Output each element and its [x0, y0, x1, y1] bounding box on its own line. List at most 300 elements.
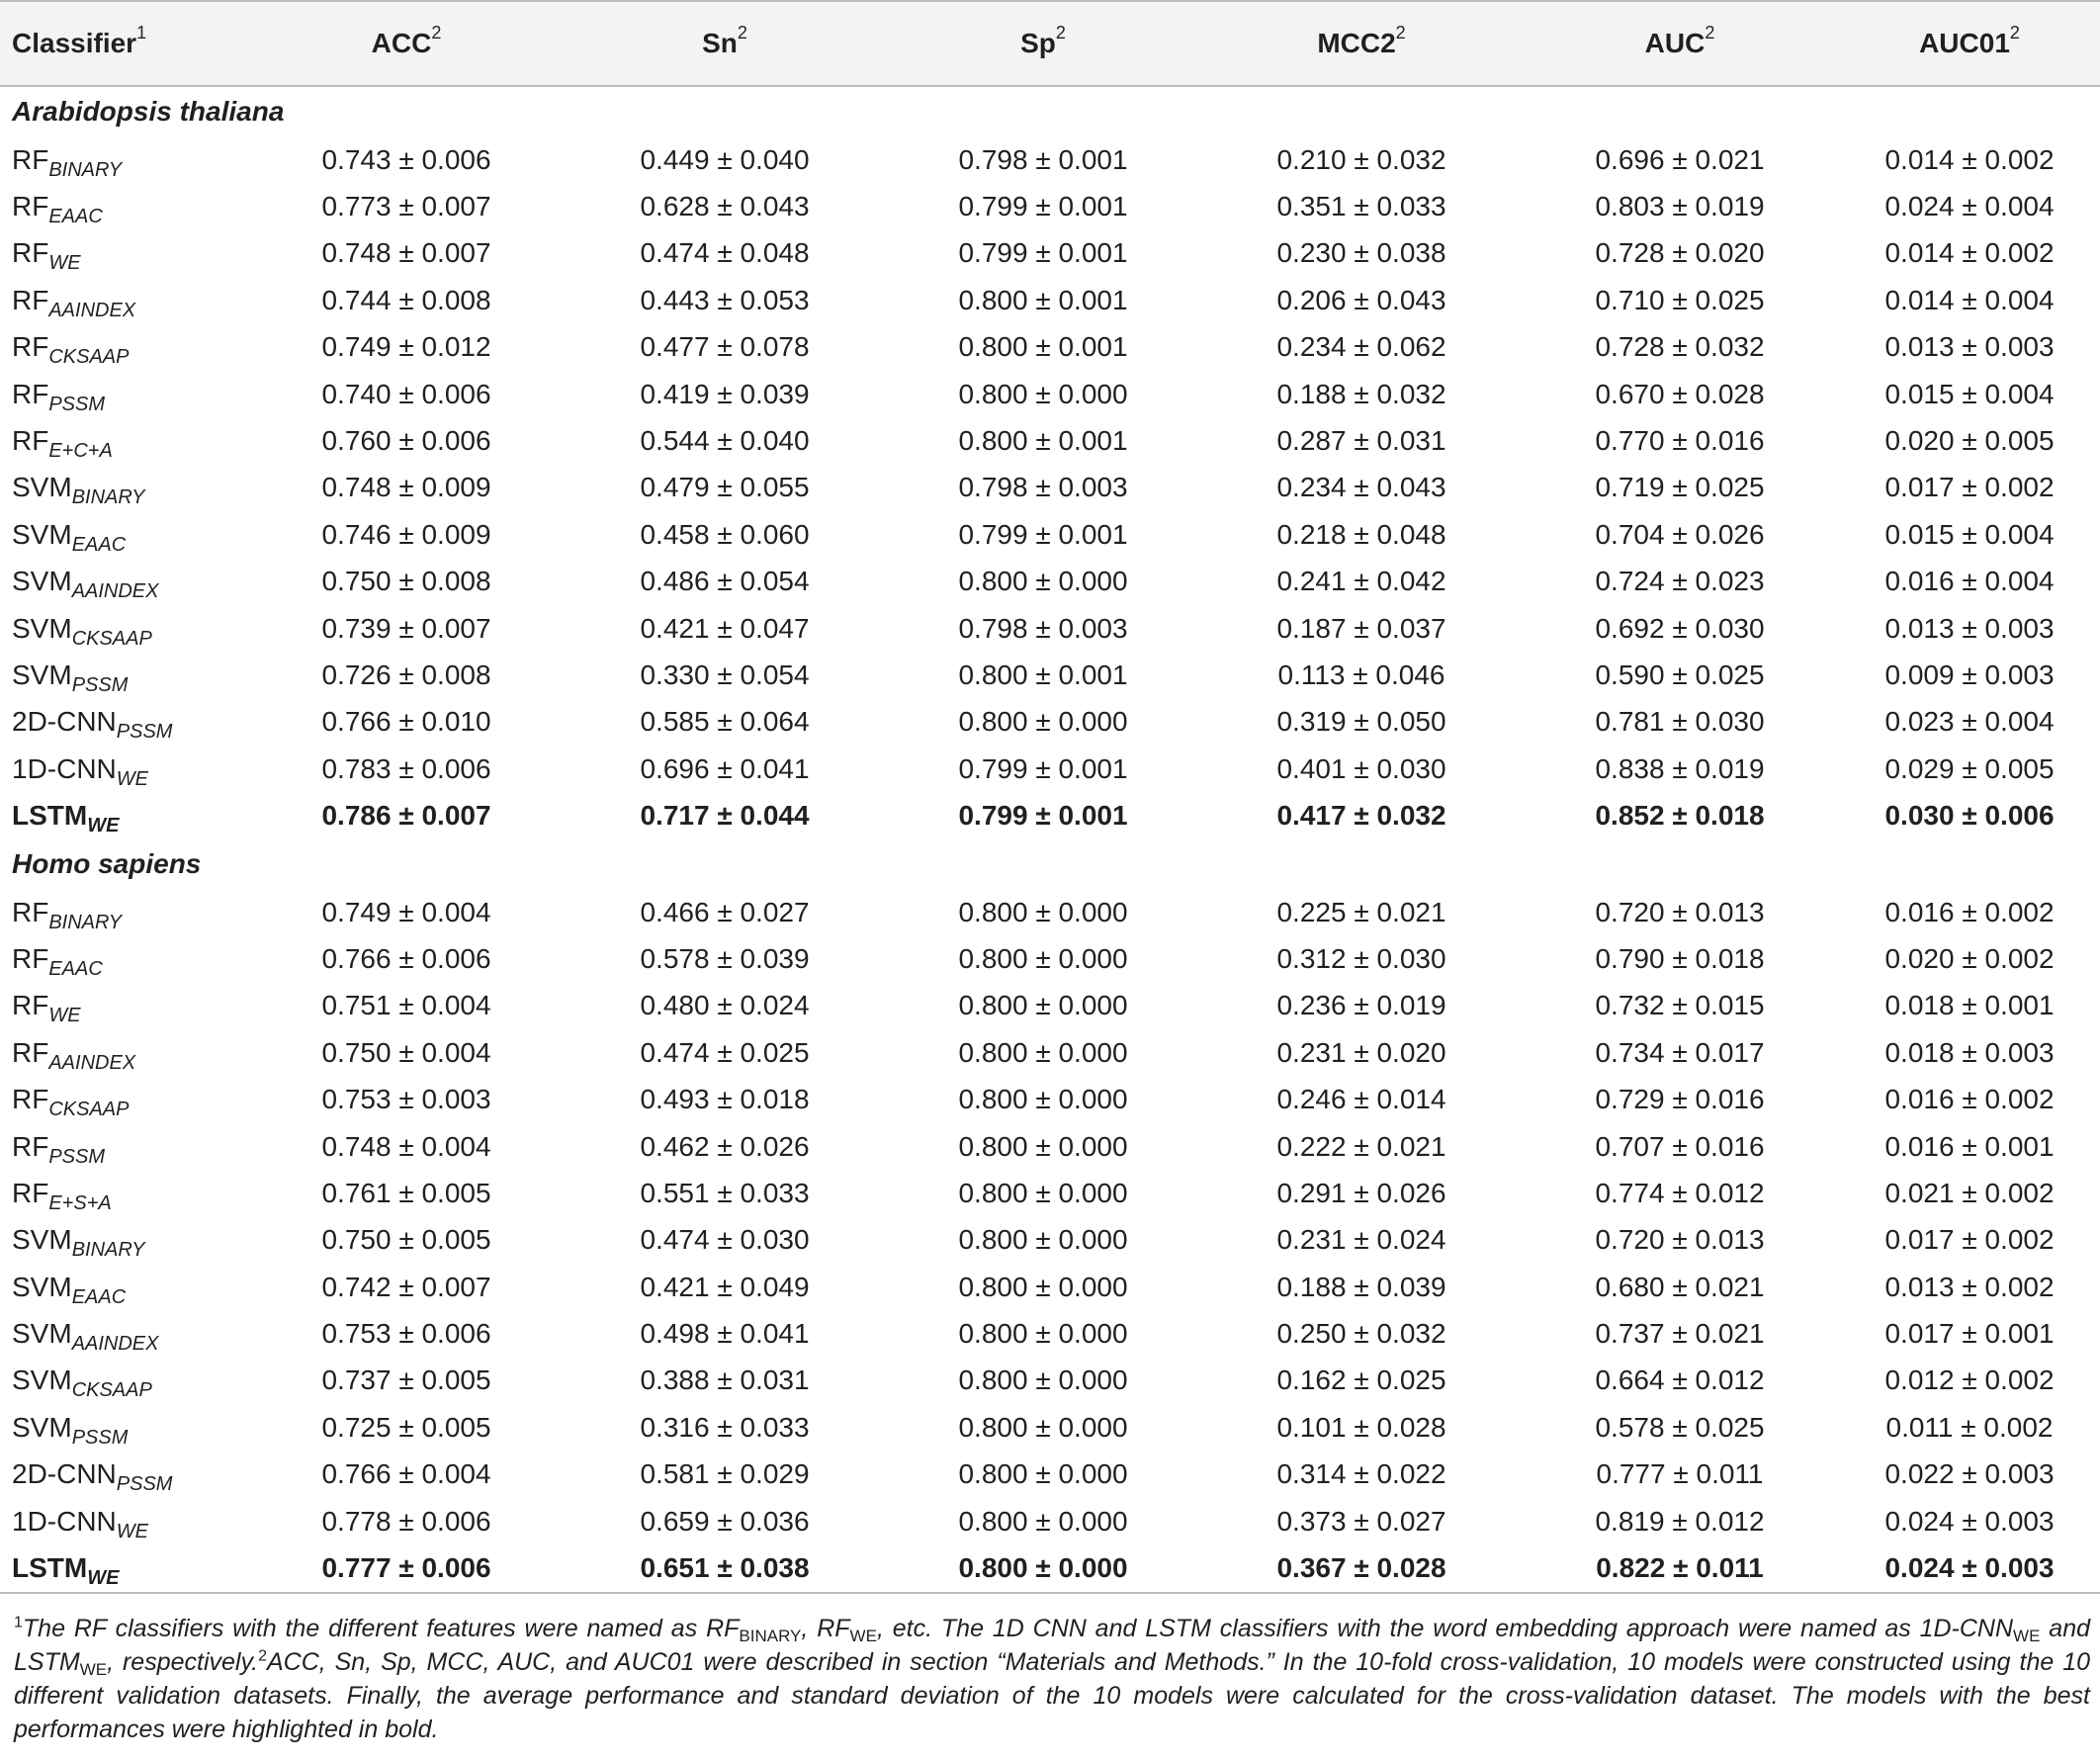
metric-cell: 0.590 ± 0.025: [1595, 659, 1765, 690]
metric-cell: 0.743 ± 0.006: [321, 143, 491, 175]
classifier-cell: [0, 559, 247, 605]
table-row: [0, 1264, 2100, 1310]
footnote-text: The RF classifiers with the different features were named as RF: [22, 1615, 740, 1642]
table-row: [0, 652, 2100, 698]
classifier-feature-subscript: PSSM: [48, 393, 106, 415]
metric-cell: 0.720 ± 0.013: [1595, 896, 1765, 927]
metric-cell: 0.822 ± 0.011: [1521, 1544, 1839, 1592]
classifier-feature-subscript: CKSAAP: [48, 346, 130, 369]
metric-cell: 0.314 ± 0.022: [1276, 1458, 1446, 1490]
metric-cell: 0.751 ± 0.004: [321, 990, 491, 1021]
classifier-name: RF: [12, 378, 49, 409]
classifier-name: 2D-CNN: [12, 706, 117, 738]
footnote-subscript: WE: [2013, 1627, 2041, 1645]
metric-cell: 0.753 ± 0.003: [321, 1084, 491, 1115]
metric-cell: 0.750 ± 0.004: [321, 1036, 491, 1068]
metric-cell: 0.421 ± 0.047: [640, 612, 810, 644]
metric-cell: 0.766 ± 0.004: [321, 1458, 491, 1490]
classifier-name: RF: [12, 331, 49, 363]
metric-cell: 0.800 ± 0.000: [958, 566, 1128, 597]
footnote-text: , etc. The 1D CNN and LSTM classifiers with the word embedding approach were named as 1D-CNN: [876, 1615, 2014, 1642]
classifier-name: RF: [12, 143, 49, 175]
metric-cell: 0.800 ± 0.000: [958, 1505, 1128, 1537]
table-body: [0, 86, 2100, 1593]
classifier-cell: [0, 371, 247, 417]
classifier-name: 2D-CNN: [12, 1458, 117, 1490]
metric-cell: 0.312 ± 0.030: [1276, 942, 1446, 974]
section-row: [0, 86, 2100, 136]
classifier-cell: [0, 1123, 247, 1170]
metric-cell: 0.740 ± 0.006: [321, 378, 491, 409]
metric-cell: 0.101 ± 0.028: [1276, 1411, 1446, 1443]
classifier-feature-subscript: EAAC: [71, 533, 127, 556]
table-footnote: [14, 1612, 2090, 1746]
classifier-name: RF: [12, 1130, 49, 1162]
column-header-label: Sp: [1020, 28, 1056, 58]
classifier-name: SVM: [12, 1271, 72, 1302]
classifier-cell: [0, 230, 247, 277]
metric-cell: 0.187 ± 0.037: [1276, 612, 1446, 644]
column-header-classifier: [0, 1, 247, 86]
metric-cell: 0.760 ± 0.006: [321, 425, 491, 457]
footnote-mark-1: 1: [14, 1614, 23, 1631]
column-header-auc01: [1839, 1, 2100, 86]
classifier-feature-subscript: WE: [87, 1567, 120, 1590]
classifier-feature-subscript: E+C+A: [48, 440, 113, 463]
column-header-footnote-mark: 2: [1705, 22, 1715, 43]
metric-cell: 0.443 ± 0.053: [640, 284, 810, 315]
table-row: [0, 417, 2100, 464]
metric-cell: 0.799 ± 0.001: [958, 800, 1128, 832]
classifier-name: SVM: [12, 1365, 72, 1396]
table-row: [0, 183, 2100, 229]
classifier-cell: [0, 1544, 247, 1592]
metric-cell: 0.726 ± 0.008: [321, 659, 491, 690]
classifier-name: SVM: [12, 472, 72, 503]
metric-cell: 0.480 ± 0.024: [640, 990, 810, 1021]
metric-cell: 0.774 ± 0.012: [1595, 1177, 1765, 1208]
metric-cell: 0.800 ± 0.000: [958, 378, 1128, 409]
metric-cell: 0.188 ± 0.032: [1276, 378, 1446, 409]
metric-cell: 0.778 ± 0.006: [321, 1505, 491, 1537]
metric-cell: 0.799 ± 0.001: [958, 752, 1128, 784]
footnote-text: , RF: [801, 1615, 850, 1642]
classifier-feature-subscript: AAINDEX: [48, 1051, 136, 1074]
table-row: [0, 1452, 2100, 1498]
metric-cell: 0.486 ± 0.054: [640, 566, 810, 597]
footnote-text: and LSTM: [14, 1615, 2091, 1676]
footnote-subscript: WE: [849, 1627, 877, 1645]
metric-cell: 0.800 ± 0.000: [958, 942, 1128, 974]
metric-cell: 0.022 ± 0.003: [1884, 1458, 2055, 1490]
classifier-feature-subscript: AAINDEX: [71, 580, 159, 603]
classifier-cell: [0, 183, 247, 229]
metric-cell: 0.737 ± 0.021: [1595, 1318, 1765, 1350]
metric-cell: 0.162 ± 0.025: [1276, 1365, 1446, 1396]
metric-cell: 0.017 ± 0.002: [1884, 472, 2055, 503]
metric-cell: 0.800 ± 0.000: [958, 1271, 1128, 1302]
metric-cell: 0.753 ± 0.006: [321, 1318, 491, 1350]
metric-cell: 0.800 ± 0.000: [958, 1224, 1128, 1256]
metric-cell: 0.696 ± 0.021: [1595, 143, 1765, 175]
metric-cell: 0.236 ± 0.019: [1276, 990, 1446, 1021]
classifier-feature-subscript: WE: [116, 1520, 148, 1542]
metric-cell: 0.241 ± 0.042: [1276, 566, 1446, 597]
footnote-subscript: BINARY: [739, 1627, 802, 1645]
classifier-feature-subscript: BINARY: [48, 158, 123, 181]
metric-cell: 0.696 ± 0.041: [640, 752, 810, 784]
table-row: [0, 746, 2100, 792]
table-row: [0, 889, 2100, 935]
classifier-cell: [0, 136, 247, 183]
metric-cell: 0.748 ± 0.009: [321, 472, 491, 503]
table-row: [0, 605, 2100, 652]
classifier-cell: [0, 417, 247, 464]
classifier-name: SVM: [12, 518, 72, 550]
metric-cell: 0.724 ± 0.023: [1595, 566, 1765, 597]
column-header-footnote-mark: 2: [431, 22, 442, 43]
table-row: [0, 1358, 2100, 1404]
classifier-name: RF: [12, 425, 49, 457]
metric-cell: 0.016 ± 0.002: [1884, 1084, 2055, 1115]
column-header-auc: [1521, 1, 1839, 86]
column-header-footnote-mark: 2: [737, 22, 747, 43]
classifier-cell: [0, 1170, 247, 1216]
metric-cell: 0.800 ± 0.000: [958, 1411, 1128, 1443]
metric-cell: 0.800 ± 0.001: [958, 425, 1128, 457]
table-row: [0, 1498, 2100, 1544]
classifier-feature-subscript: PSSM: [116, 721, 173, 744]
header-row: [0, 1, 2100, 86]
metric-cell: 0.250 ± 0.032: [1276, 1318, 1446, 1350]
metric-cell: 0.230 ± 0.038: [1276, 237, 1446, 269]
metric-cell: 0.017 ± 0.002: [1884, 1224, 2055, 1256]
classifier-name: RF: [12, 284, 49, 315]
metric-cell: 0.852 ± 0.018: [1595, 800, 1765, 832]
metric-cell: 0.786 ± 0.007: [321, 800, 491, 832]
metric-cell: 0.799 ± 0.001: [958, 518, 1128, 550]
classifier-cell: [0, 605, 247, 652]
classifier-name: SVM: [12, 659, 72, 690]
metric-cell: 0.024 ± 0.004: [1884, 191, 2055, 222]
metric-cell: 0.316 ± 0.033: [640, 1411, 810, 1443]
metric-cell: 0.800 ± 0.000: [958, 990, 1128, 1021]
metric-cell: 0.020 ± 0.002: [1884, 942, 2055, 974]
metric-cell: 0.388 ± 0.031: [640, 1365, 810, 1396]
metric-cell: 0.016 ± 0.004: [1884, 566, 2055, 597]
classifier-cell: [0, 465, 247, 511]
metric-cell: 0.016 ± 0.001: [1884, 1130, 2055, 1162]
metric-cell: 0.231 ± 0.024: [1276, 1224, 1446, 1256]
metric-cell: 0.777 ± 0.011: [1596, 1458, 1764, 1490]
table-row: [0, 559, 2100, 605]
metric-cell: 0.493 ± 0.018: [640, 1084, 810, 1115]
metric-cell: 0.692 ± 0.030: [1595, 612, 1765, 644]
metric-cell: 0.732 ± 0.015: [1595, 990, 1765, 1021]
classifier-feature-subscript: BINARY: [71, 1239, 145, 1262]
classifier-cell: [0, 1029, 247, 1076]
metric-cell: 0.479 ± 0.055: [640, 472, 810, 503]
metric-cell: 0.287 ± 0.031: [1276, 425, 1446, 457]
table-row: [0, 792, 2100, 838]
column-header-label: ACC: [371, 28, 432, 58]
metric-cell: 0.628 ± 0.043: [640, 191, 810, 222]
classifier-cell: [0, 746, 247, 792]
classifier-feature-subscript: PSSM: [116, 1473, 173, 1496]
classifier-feature-subscript: CKSAAP: [71, 1379, 152, 1402]
classifier-feature-subscript: E+S+A: [48, 1191, 112, 1214]
metric-cell: 0.017 ± 0.001: [1884, 1318, 2055, 1350]
metric-cell: 0.729 ± 0.016: [1595, 1084, 1765, 1115]
metric-cell: 0.225 ± 0.021: [1276, 896, 1446, 927]
classifier-feature-subscript: WE: [48, 1005, 81, 1027]
metric-cell: 0.014 ± 0.002: [1884, 143, 2055, 175]
metric-cell: 0.477 ± 0.078: [640, 331, 810, 363]
metric-cell: 0.449 ± 0.040: [640, 143, 810, 175]
metric-cell: 0.800 ± 0.001: [958, 331, 1128, 363]
metric-cell: 0.790 ± 0.018: [1595, 942, 1765, 974]
metric-cell: 0.749 ± 0.012: [321, 331, 491, 363]
classifier-feature-subscript: WE: [87, 815, 120, 837]
classifier-cell: [0, 1404, 247, 1451]
metric-cell: 0.770 ± 0.016: [1595, 425, 1765, 457]
metric-cell: 0.417 ± 0.032: [1276, 800, 1446, 832]
metric-cell: 0.710 ± 0.025: [1595, 284, 1765, 315]
metric-cell: 0.651 ± 0.038: [566, 1544, 884, 1592]
metric-cell: 0.330 ± 0.054: [640, 659, 810, 690]
table-row: [0, 1404, 2100, 1451]
metric-cell: 0.462 ± 0.026: [640, 1130, 810, 1162]
table-row: [0, 1076, 2100, 1122]
classifier-cell: [0, 1358, 247, 1404]
metric-cell: 0.030 ± 0.006: [1884, 800, 2055, 832]
classifier-feature-subscript: PSSM: [48, 1145, 106, 1168]
table-row: [0, 935, 2100, 982]
footnote-mark-2: 2: [258, 1647, 267, 1665]
classifier-cell: [0, 1310, 247, 1357]
metric-cell: 0.749 ± 0.004: [321, 896, 491, 927]
classifier-feature-subscript: AAINDEX: [48, 299, 136, 321]
metric-cell: 0.737 ± 0.005: [321, 1365, 491, 1396]
metric-cell: 0.800 ± 0.000: [884, 1544, 1202, 1592]
metric-cell: 0.029 ± 0.005: [1884, 752, 2055, 784]
metric-cell: 0.578 ± 0.039: [640, 942, 810, 974]
metric-cell: 0.466 ± 0.027: [640, 896, 810, 927]
metric-cell: 0.578 ± 0.025: [1595, 1411, 1765, 1443]
classifier-name: SVM: [12, 1224, 72, 1256]
classifier-cell: [0, 935, 247, 982]
metric-cell: 0.018 ± 0.001: [1884, 990, 2055, 1021]
table-row: [0, 983, 2100, 1029]
metric-cell: 0.739 ± 0.007: [321, 612, 491, 644]
metric-cell: 0.800 ± 0.001: [958, 284, 1128, 315]
metric-cell: 0.013 ± 0.003: [1884, 331, 2055, 363]
metric-cell: 0.021 ± 0.002: [1884, 1177, 2055, 1208]
metric-cell: 0.761 ± 0.005: [321, 1177, 491, 1208]
metric-cell: 0.803 ± 0.019: [1595, 191, 1765, 222]
classifier-feature-subscript: EAAC: [48, 206, 103, 228]
column-header-acc: [247, 1, 566, 86]
metric-cell: 0.748 ± 0.004: [321, 1130, 491, 1162]
column-header-label: Sn: [702, 28, 738, 58]
classifier-cell: [0, 511, 247, 558]
column-header-footnote-mark: 1: [136, 22, 147, 43]
table-row: [0, 465, 2100, 511]
metric-cell: 0.800 ± 0.000: [958, 1130, 1128, 1162]
classifier-name: RF: [12, 942, 49, 974]
metric-cell: 0.401 ± 0.030: [1276, 752, 1446, 784]
metric-cell: 0.018 ± 0.003: [1884, 1036, 2055, 1068]
metric-cell: 0.799 ± 0.001: [958, 191, 1128, 222]
table-row: [0, 277, 2100, 323]
column-header-footnote-mark: 2: [1395, 22, 1406, 43]
metric-cell: 0.746 ± 0.009: [321, 518, 491, 550]
metric-cell: 0.009 ± 0.003: [1884, 659, 2055, 690]
metric-cell: 0.024 ± 0.003: [1884, 1505, 2055, 1537]
table-row: [0, 699, 2100, 746]
metric-cell: 0.012 ± 0.002: [1884, 1365, 2055, 1396]
metric-cell: 0.719 ± 0.025: [1595, 472, 1765, 503]
metric-cell: 0.838 ± 0.019: [1595, 752, 1765, 784]
classifier-cell: [0, 1217, 247, 1264]
metric-cell: 0.777 ± 0.006: [247, 1544, 566, 1592]
metric-cell: 0.766 ± 0.010: [321, 706, 491, 738]
metric-cell: 0.581 ± 0.029: [640, 1458, 810, 1490]
table-row: [0, 230, 2100, 277]
table-row: [0, 1170, 2100, 1216]
footnote-subscript: WE: [79, 1660, 108, 1679]
metric-cell: 0.680 ± 0.021: [1595, 1271, 1765, 1302]
metric-cell: 0.024 ± 0.003: [1839, 1544, 2100, 1592]
section-row: [0, 839, 2100, 889]
metric-cell: 0.544 ± 0.040: [640, 425, 810, 457]
metric-cell: 0.742 ± 0.007: [321, 1271, 491, 1302]
classifier-cell: [0, 1076, 247, 1122]
metric-cell: 0.750 ± 0.008: [321, 566, 491, 597]
classifier-feature-subscript: EAAC: [48, 957, 103, 980]
metric-cell: 0.014 ± 0.004: [1884, 284, 2055, 315]
classifier-feature-subscript: AAINDEX: [71, 1333, 159, 1356]
metric-cell: 0.234 ± 0.043: [1276, 472, 1446, 503]
metric-cell: 0.188 ± 0.039: [1276, 1271, 1446, 1302]
table-row: [0, 371, 2100, 417]
metric-cell: 0.773 ± 0.007: [321, 191, 491, 222]
classifier-cell: [0, 1452, 247, 1498]
metric-cell: 0.231 ± 0.020: [1276, 1036, 1446, 1068]
classifier-cell: [0, 1498, 247, 1544]
metric-cell: 0.218 ± 0.048: [1276, 518, 1446, 550]
metric-cell: 0.011 ± 0.002: [1885, 1411, 2054, 1443]
metric-cell: 0.210 ± 0.032: [1276, 143, 1446, 175]
metric-cell: 0.800 ± 0.000: [958, 1365, 1128, 1396]
metric-cell: 0.728 ± 0.020: [1595, 237, 1765, 269]
classifier-feature-subscript: EAAC: [71, 1285, 127, 1308]
classifier-cell: [0, 983, 247, 1029]
metric-cell: 0.734 ± 0.017: [1595, 1036, 1765, 1068]
metric-cell: 0.798 ± 0.001: [958, 143, 1128, 175]
metric-cell: 0.474 ± 0.030: [640, 1224, 810, 1256]
table-row: [0, 1029, 2100, 1076]
metric-cell: 0.799 ± 0.001: [958, 237, 1128, 269]
metric-cell: 0.421 ± 0.049: [640, 1271, 810, 1302]
metric-cell: 0.222 ± 0.021: [1276, 1130, 1446, 1162]
classifier-cell: [0, 699, 247, 746]
metric-cell: 0.744 ± 0.008: [321, 284, 491, 315]
column-header-mcc2: [1202, 1, 1521, 86]
metric-cell: 0.419 ± 0.039: [640, 378, 810, 409]
footnote-text: , respectively.: [107, 1648, 259, 1676]
metric-cell: 0.766 ± 0.006: [321, 942, 491, 974]
classifier-feature-subscript: WE: [116, 767, 148, 790]
table-row: [0, 324, 2100, 371]
column-header-label: MCC2: [1317, 28, 1396, 58]
classifier-feature-subscript: PSSM: [71, 1426, 129, 1449]
metric-cell: 0.234 ± 0.062: [1276, 331, 1446, 363]
column-header-label: AUC01: [1919, 28, 2010, 58]
metric-cell: 0.014 ± 0.002: [1884, 237, 2055, 269]
classifier-name: RF: [12, 237, 49, 269]
metric-cell: 0.013 ± 0.003: [1884, 612, 2055, 644]
metric-cell: 0.206 ± 0.043: [1276, 284, 1446, 315]
metric-cell: 0.246 ± 0.014: [1276, 1084, 1446, 1115]
metric-cell: 0.800 ± 0.000: [958, 1458, 1128, 1490]
metric-cell: 0.020 ± 0.005: [1884, 425, 2055, 457]
metric-cell: 0.800 ± 0.000: [958, 896, 1128, 927]
metric-cell: 0.800 ± 0.000: [958, 706, 1128, 738]
metric-cell: 0.748 ± 0.007: [321, 237, 491, 269]
classifier-name: RF: [12, 1177, 49, 1208]
classifier-cell: [0, 277, 247, 323]
metric-cell: 0.015 ± 0.004: [1884, 378, 2055, 409]
classifier-name: LSTM: [12, 1552, 88, 1584]
classifier-feature-subscript: BINARY: [71, 486, 145, 509]
metric-cell: 0.291 ± 0.026: [1276, 1177, 1446, 1208]
table-row: [0, 511, 2100, 558]
column-header-sn: [566, 1, 884, 86]
metric-cell: 0.781 ± 0.030: [1595, 706, 1765, 738]
classifier-name: RF: [12, 990, 49, 1021]
metric-cell: 0.783 ± 0.006: [321, 752, 491, 784]
table-row: [0, 1123, 2100, 1170]
classifier-name: LSTM: [12, 800, 88, 832]
metric-cell: 0.023 ± 0.004: [1884, 706, 2055, 738]
table-row: [0, 136, 2100, 183]
metric-cell: 0.551 ± 0.033: [640, 1177, 810, 1208]
metric-cell: 0.013 ± 0.002: [1884, 1271, 2055, 1302]
metric-cell: 0.717 ± 0.044: [640, 800, 810, 832]
metric-cell: 0.585 ± 0.064: [640, 706, 810, 738]
table-row: [0, 1310, 2100, 1357]
metric-cell: 0.670 ± 0.028: [1595, 378, 1765, 409]
metric-cell: 0.707 ± 0.016: [1595, 1130, 1765, 1162]
classifier-name: SVM: [12, 1318, 72, 1350]
metric-cell: 0.367 ± 0.028: [1202, 1544, 1521, 1592]
classifier-feature-subscript: WE: [48, 252, 81, 275]
metric-cell: 0.725 ± 0.005: [321, 1411, 491, 1443]
column-header-label: AUC: [1644, 28, 1706, 58]
classifier-name: 1D-CNN: [12, 1505, 117, 1537]
metric-cell: 0.113 ± 0.046: [1277, 659, 1445, 690]
classifier-name: 1D-CNN: [12, 752, 117, 784]
footnote-text: ACC, Sn, Sp, MCC, AUC, and AUC01 were described in section “Materials and Methods.” In the 10-fold cross-validation, 10 models were constructed using the 10 different validation datasets. Finally, the average performance and standard deviation of the 10 models were calculated for the cross-validation dataset. The models with the best performances were highlighted in bold.: [14, 1648, 2091, 1743]
table-header: [0, 1, 2100, 86]
metric-cell: 0.800 ± 0.000: [958, 1036, 1128, 1068]
metric-cell: 0.664 ± 0.012: [1595, 1365, 1765, 1396]
classifier-cell: [0, 1264, 247, 1310]
metric-cell: 0.351 ± 0.033: [1276, 191, 1446, 222]
column-header-sp: [884, 1, 1202, 86]
section-title: Homo sapiens: [12, 847, 202, 879]
